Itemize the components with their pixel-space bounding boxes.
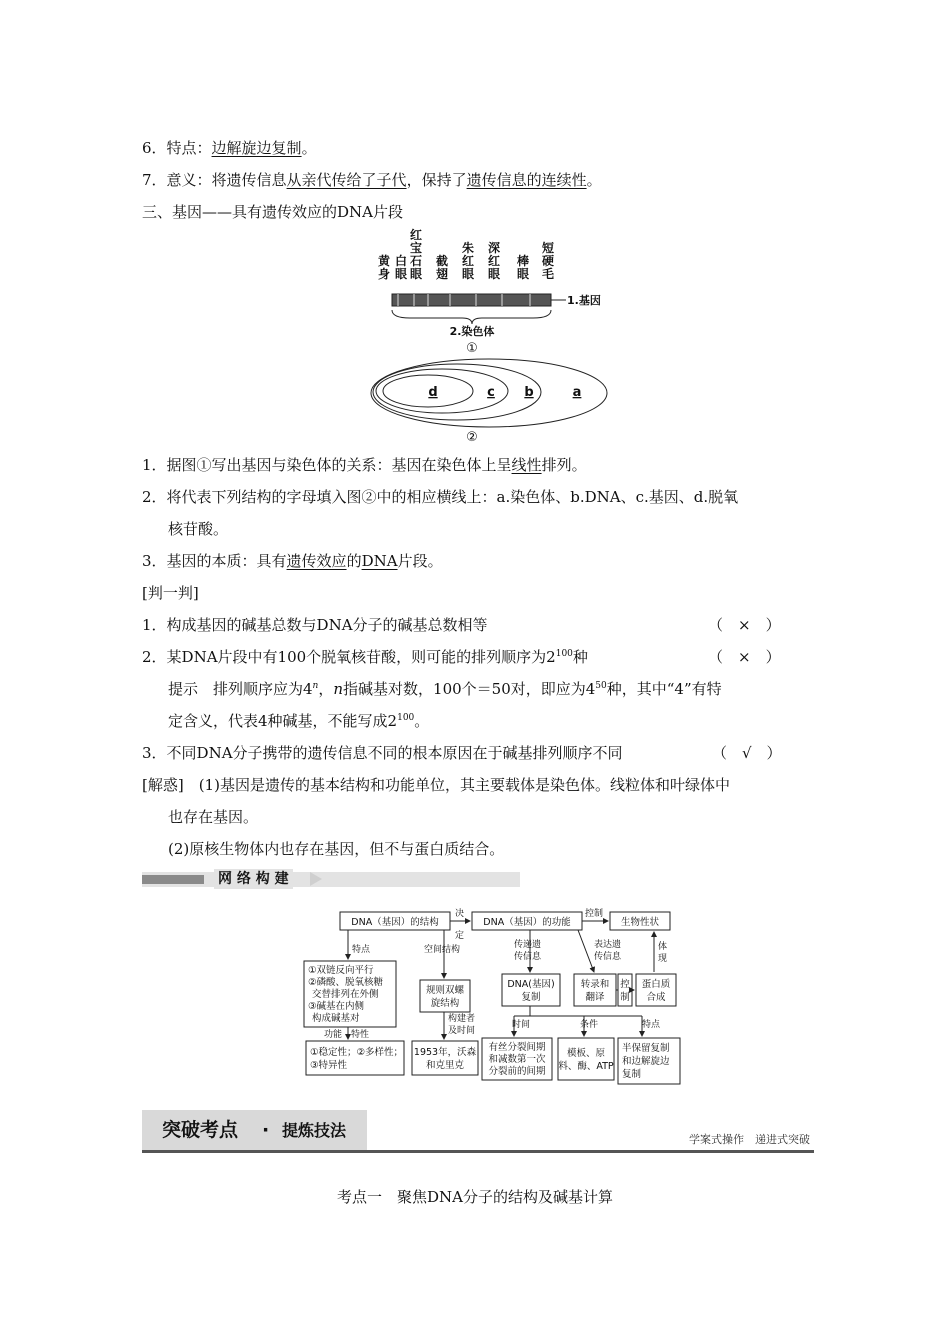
- svg-text:定: 定: [455, 931, 465, 941]
- svg-text:DNA(基因): DNA(基因): [507, 979, 555, 990]
- svg-text:特点: 特点: [352, 945, 371, 955]
- svg-text:构建者: 构建者: [448, 1014, 476, 1024]
- item-7: 7．意义：将遗传信息从亲代传给了子代，保持了遗传信息的连续性。: [142, 171, 602, 189]
- svg-text:决: 决: [455, 909, 465, 919]
- judge-item-3: 3．不同DNA分子携带的遗传信息不同的根本原因在于碱基排列顺序不同: [142, 744, 623, 762]
- gene-caption: 1.基因: [567, 294, 601, 307]
- gene-label: 深红眼: [487, 241, 501, 281]
- item-6: 6．特点：边解旋边复制。: [142, 139, 317, 157]
- svg-text:②磷酸、脱氧核糖: ②磷酸、脱氧核糖: [308, 977, 384, 988]
- svg-text:体: 体: [658, 942, 668, 952]
- gene-label: 红宝石眼: [409, 228, 423, 281]
- svg-text:DNA（基因）的功能: DNA（基因）的功能: [483, 917, 571, 928]
- judge-title: [判一判]: [142, 584, 199, 602]
- box-conditions: [558, 1038, 614, 1080]
- answer-text: 线性: [511, 456, 542, 474]
- svg-text:模板、原: 模板、原: [566, 1048, 606, 1059]
- svg-text:和克里克: 和克里克: [425, 1060, 465, 1071]
- gene-label: 短硬毛: [541, 241, 555, 281]
- svg-text:复制: 复制: [521, 992, 541, 1003]
- question-3: 3．基因的本质：具有遗传效应的DNA片段。: [142, 552, 443, 570]
- svg-text:①稳定性；②多样性；: ①稳定性；②多样性；: [310, 1047, 404, 1058]
- svg-text:条件: 条件: [580, 1020, 599, 1030]
- ellipse-b: [373, 364, 541, 420]
- answer-text: DNA: [361, 552, 398, 570]
- answer-text: 从亲代传给了子代: [286, 171, 407, 189]
- gene-label: 黄身: [377, 254, 391, 281]
- svg-text:复制: 复制: [622, 1069, 642, 1080]
- svg-text:特点: 特点: [642, 1020, 661, 1030]
- banner-right-text: 学案式操作 递进式突破: [689, 1133, 810, 1146]
- svg-text:制: 制: [620, 992, 630, 1003]
- answer-text: 边解旋边复制: [211, 139, 302, 157]
- banner-subtitle: 提炼技法: [282, 1121, 347, 1140]
- judge-mark-1: （ × ）: [708, 616, 781, 634]
- svg-text:③碱基在内侧: ③碱基在内侧: [308, 1001, 365, 1012]
- banner-dot: ·: [262, 1119, 270, 1141]
- topic-title: 考点一 聚焦DNA分子的结构及碱基计算: [337, 1188, 613, 1206]
- svg-text:规则双螺: 规则双螺: [425, 985, 465, 996]
- gene-label: 朱红眼: [461, 241, 475, 281]
- chromosome-bar: [392, 294, 551, 306]
- concept-map: [302, 904, 688, 1088]
- judge-mark-3: （ √ ）: [712, 744, 782, 762]
- label-d: d: [428, 385, 438, 400]
- svg-text:传信息: 传信息: [514, 952, 542, 962]
- brace: [392, 310, 551, 324]
- svg-text:翻译: 翻译: [585, 992, 605, 1003]
- banner-title: 网 络 构 建: [214, 869, 293, 889]
- svg-text:构成碱基对: 构成碱基对: [312, 1013, 360, 1024]
- question-2: 2．将代表下列结构的字母填入图②中的相应横线上：a.染色体、b.DNA、c.基因、d.脱氧: [142, 488, 739, 506]
- svg-text:半保留复制: 半保留复制: [622, 1043, 670, 1054]
- svg-text:和减数第一次: 和减数第一次: [488, 1054, 546, 1065]
- figure-number: ①: [466, 341, 478, 356]
- banner-title: 突破考点: [162, 1119, 239, 1141]
- svg-text:现: 现: [658, 954, 668, 964]
- svg-text:①双链反向平行: ①双链反向平行: [308, 965, 374, 976]
- answer-text: 遗传信息的连续性: [466, 171, 587, 189]
- judge-item-1: 1．构成基因的碱基总数与DNA分子的碱基总数相等: [142, 616, 488, 634]
- svg-text:蛋白质: 蛋白质: [641, 979, 671, 990]
- network-banner: [142, 872, 520, 887]
- svg-text:功能: 功能: [324, 1030, 343, 1040]
- svg-text:1953年，沃森: 1953年，沃森: [413, 1047, 477, 1058]
- svg-text:特性: 特性: [351, 1030, 370, 1040]
- question-2-cont: 核苷酸。: [168, 520, 229, 538]
- hint-line-1: 提示 排列顺序应为4$^n$，n指碱基对数，100个＝50对，即应为$4^{50}$种，其中“4”有特: [168, 680, 722, 698]
- svg-text:交替排列在外侧: 交替排列在外侧: [312, 989, 379, 1000]
- gene-label: 棒眼: [516, 254, 530, 281]
- question-1: 1．据图①写出基因与染色体的关系：基因在染色体上呈线性排列。: [142, 456, 587, 474]
- gene-label: 白眼: [394, 254, 408, 281]
- label-b: b: [524, 385, 534, 400]
- svg-text:时间: 时间: [512, 1020, 531, 1030]
- figure-number: ②: [466, 430, 478, 445]
- answer-text: 遗传效应: [286, 552, 347, 570]
- svg-text:传信息: 传信息: [594, 952, 622, 962]
- breakthrough-banner: [142, 1110, 814, 1152]
- hint-line-2: 定含义，代表4种碱基，不能写成$2^{100}$。: [168, 712, 430, 730]
- resolve-line-3: (2)原核生物体内也存在基因，但不与蛋白质结合。: [168, 840, 505, 858]
- resolve-line-1: [解惑] (1)基因是遗传的基本结构和功能单位，其主要载体是染色体。线粒体和叶绿体中: [142, 776, 730, 794]
- svg-text:及时间: 及时间: [448, 1026, 476, 1036]
- svg-text:和边解旋边: 和边解旋边: [622, 1056, 670, 1067]
- resolve-line-2: 也存在基因。: [168, 808, 259, 826]
- svg-text:转录和: 转录和: [580, 979, 610, 990]
- gene-label: 截翅: [435, 254, 449, 281]
- svg-text:生物性状: 生物性状: [620, 917, 660, 928]
- gene-chromosome-figure: [370, 228, 610, 356]
- svg-text:表达遗: 表达遗: [594, 940, 622, 950]
- svg-text:合成: 合成: [646, 992, 666, 1003]
- svg-text:③特异性: ③特异性: [310, 1060, 348, 1071]
- label-a: a: [572, 385, 582, 400]
- svg-text:DNA（基因）的结构: DNA（基因）的结构: [351, 917, 439, 928]
- svg-text:传递遗: 传递遗: [514, 940, 542, 950]
- svg-text:空间结构: 空间结构: [424, 945, 461, 955]
- svg-text:控制: 控制: [585, 909, 604, 919]
- judge-item-2: 2．某DNA片段中有100个脱氧核苷酸，则可能的排列顺序为$2^{100}$种: [142, 648, 588, 666]
- svg-text:旋结构: 旋结构: [430, 998, 460, 1009]
- svg-text:料、酶、ATP: 料、酶、ATP: [558, 1061, 614, 1072]
- section-heading: 三、基因——具有遗传效应的DNA片段: [142, 203, 403, 221]
- chromosome-caption: 2.染色体: [449, 325, 495, 338]
- svg-text:分裂前的间期: 分裂前的间期: [488, 1066, 546, 1077]
- judge-mark-2: （ × ）: [708, 648, 781, 666]
- nested-structure-figure: [370, 355, 620, 445]
- svg-text:控: 控: [620, 979, 630, 990]
- label-c: c: [487, 385, 495, 400]
- svg-text:有丝分裂间期: 有丝分裂间期: [488, 1042, 546, 1053]
